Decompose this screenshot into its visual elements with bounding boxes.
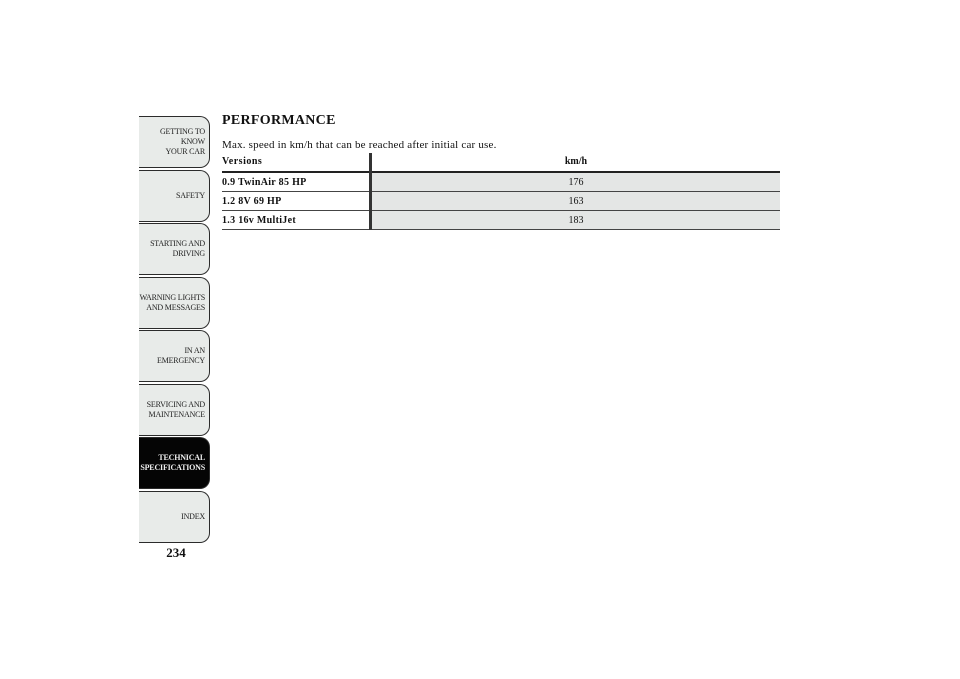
tab-label: SAFETY — [175, 191, 205, 200]
table-row — [222, 192, 780, 211]
tab-index[interactable] — [139, 491, 210, 543]
tab-label: TECHNICAL SPECIFICATIONS — [140, 453, 205, 472]
performance-table — [222, 153, 780, 230]
tab-label: STARTING AND DRIVING — [150, 239, 205, 258]
tab-label: SERVICING AND MAINTENANCE — [146, 400, 205, 419]
speed-cell: 176 — [371, 172, 781, 192]
version-cell: 1.3 16v MultiJet — [222, 211, 371, 230]
tab-getting-to-know-your-car[interactable] — [139, 116, 210, 168]
section-description: Max. speed in km/h that can be reached after initial car use. — [222, 139, 497, 151]
column-header-speed: km/h — [371, 153, 781, 172]
speed-cell: 183 — [371, 211, 781, 230]
tab-warning-lights-and-messages[interactable] — [139, 277, 210, 329]
tab-label: GETTING TO KNOW YOUR CAR — [159, 127, 205, 156]
column-header-versions: Versions — [222, 153, 371, 172]
tab-safety[interactable] — [139, 170, 210, 222]
speed-cell: 163 — [371, 192, 781, 211]
version-cell: 0.9 TwinAir 85 HP — [222, 172, 371, 192]
version-cell: 1.2 8V 69 HP — [222, 192, 371, 211]
tab-servicing-and-maintenance[interactable] — [139, 384, 210, 436]
tab-label: INDEX — [181, 512, 205, 521]
table-row — [222, 172, 780, 192]
table-row — [222, 211, 780, 230]
tab-label: IN AN EMERGENCY — [157, 346, 205, 365]
tab-technical-specifications[interactable] — [139, 437, 210, 489]
tab-starting-and-driving[interactable] — [139, 223, 210, 275]
tab-in-an-emergency[interactable] — [139, 330, 210, 382]
page-number: 234 — [166, 545, 186, 560]
page-title: PERFORMANCE — [222, 113, 336, 128]
table-header-row — [222, 153, 780, 172]
tab-label: WARNING LIGHTS AND MESSAGES — [139, 293, 205, 312]
